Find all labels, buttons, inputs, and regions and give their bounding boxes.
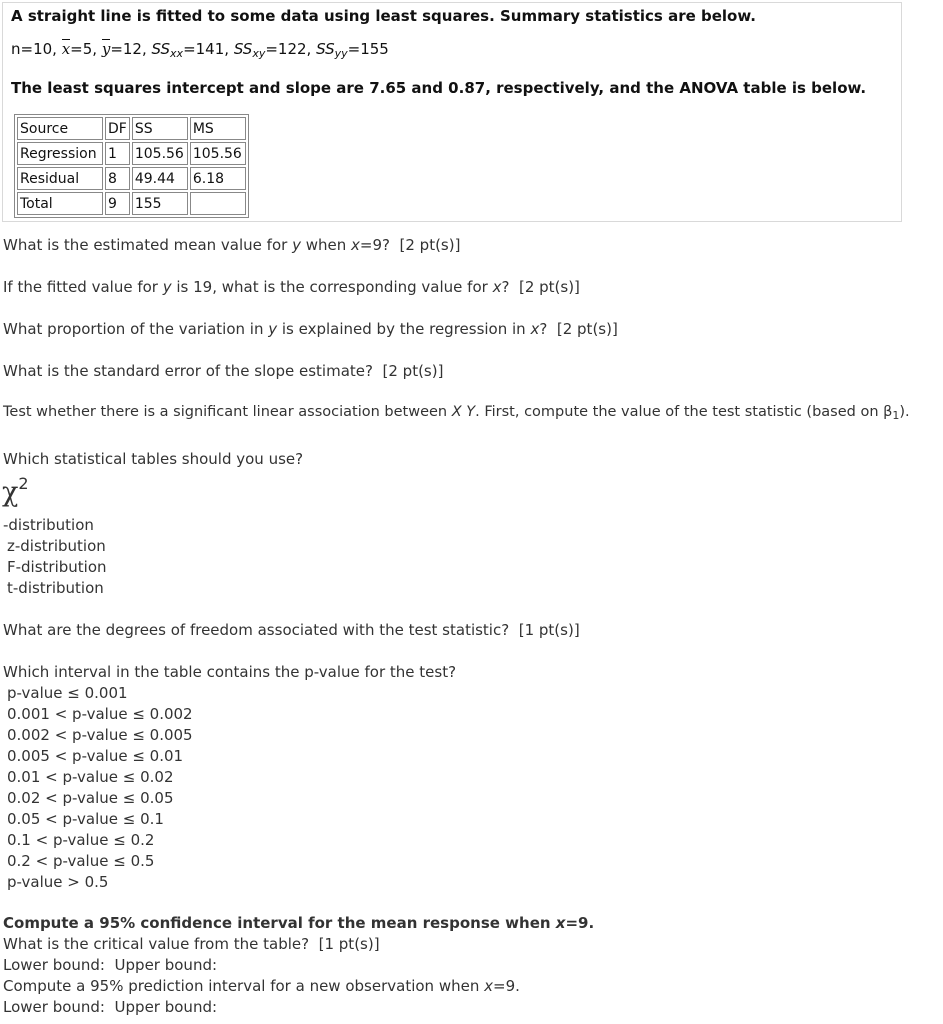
anova-table — [14, 114, 249, 218]
table-cell: 9 — [105, 192, 130, 215]
ybar-symbol: y — [101, 40, 111, 58]
xbar-value: =5, — [70, 40, 102, 58]
pvalue-option[interactable]: 0.2 < p-value ≤ 0.5 — [7, 852, 155, 870]
table-cell: 49.44 — [132, 167, 188, 190]
pvalue-option[interactable]: 0.002 < p-value ≤ 0.005 — [7, 726, 193, 744]
pvalue-option[interactable]: 0.1 < p-value ≤ 0.2 — [7, 831, 155, 849]
table-cell: 1 — [105, 142, 130, 165]
confidence-bounds-row — [3, 956, 217, 974]
question-degrees-freedom: What are the degrees of freedom associated with the test statistic? [1 pt(s)] — [3, 621, 580, 639]
table-cell: 8 — [105, 167, 130, 190]
option-chi-squared-label[interactable]: -distribution — [3, 516, 94, 534]
ssxy-label: SS — [233, 40, 253, 58]
option-z-distribution[interactable]: z-distribution — [7, 537, 106, 555]
table-row — [17, 167, 246, 190]
points-label: [1 pt(s)] — [518, 621, 580, 639]
points-label: [2 pt(s)] — [518, 278, 580, 296]
pvalue-option[interactable]: 0.01 < p-value ≤ 0.02 — [7, 768, 174, 786]
ssyy-value: =155 — [347, 40, 389, 58]
question-corresponding-x: If the fitted value for y is 19, what is the corresponding value for x? [2 pt(s)] — [3, 278, 580, 296]
prediction-bounds-row — [3, 998, 217, 1016]
points-label: [2 pt(s)] — [399, 236, 461, 254]
pvalue-option[interactable]: 0.001 < p-value ≤ 0.002 — [7, 705, 193, 723]
intercept-slope-text: The least squares intercept and slope are 7.65 and 0.87, respectively, and the ANOVA table is below. — [11, 79, 867, 97]
table-cell: 155 — [132, 192, 188, 215]
points-label: [2 pt(s)] — [556, 320, 618, 338]
table-cell: Total — [17, 192, 103, 215]
prediction-interval-heading: Compute a 95% prediction interval for a new observation when x=9. — [3, 977, 520, 995]
question-critical-value: What is the critical value from the table? [1 pt(s)] — [3, 935, 380, 953]
option-chi-squared[interactable] — [2, 474, 29, 508]
table-cell: 6.18 — [190, 167, 246, 190]
lower-bound-label: Lower bound: — [3, 956, 105, 974]
header-ms: MS — [190, 117, 246, 140]
pvalue-option[interactable]: 0.05 < p-value ≤ 0.1 — [7, 810, 164, 828]
table-row — [17, 142, 246, 165]
ssyy-label: SS — [316, 40, 335, 58]
ssxy-value: =122, — [265, 40, 317, 58]
pvalue-option[interactable]: 0.005 < p-value ≤ 0.01 — [7, 747, 184, 765]
header-df: DF — [105, 117, 130, 140]
question-mean-value: What is the estimated mean value for y when x=9? [2 pt(s)] — [3, 236, 461, 254]
upper-bound-label: Upper bound: — [114, 998, 218, 1016]
table-cell: Regression — [17, 142, 103, 165]
ssyy-sub: yy — [334, 47, 348, 60]
ssxx-label: SS — [151, 40, 171, 58]
question-statistical-tables: Which statistical tables should you use? — [3, 450, 304, 468]
question-p-value-interval: Which interval in the table contains the p-value for the test? — [3, 663, 457, 681]
pvalue-option[interactable]: 0.02 < p-value ≤ 0.05 — [7, 789, 174, 807]
header-source: Source — [17, 117, 103, 140]
upper-bound-label: Upper bound: — [114, 956, 218, 974]
ssxx-value: =141, — [183, 40, 234, 58]
ssxx-sub: xx — [170, 47, 184, 60]
summary-statistics — [11, 40, 389, 60]
table-cell — [190, 192, 246, 215]
question-proportion-variation: What proportion of the variation in y is explained by the regression in x? [2 pt(s)] — [3, 320, 618, 338]
pvalue-option[interactable]: p-value ≤ 0.001 — [7, 684, 128, 702]
lower-bound-label: Lower bound: — [3, 998, 105, 1016]
question-standard-error: What is the standard error of the slope estimate? [2 pt(s)] — [3, 362, 444, 380]
points-label: [1 pt(s)] — [318, 935, 380, 953]
question-test-statistic: Test whether there is a significant linear association between X Y. First, compute the value of the test statistic (based on $\beta_1$). — [3, 404, 910, 422]
ybar-value: =12, — [110, 40, 152, 58]
pvalue-option[interactable]: p-value > 0.5 — [7, 873, 109, 891]
ssxy-sub: xy — [252, 47, 266, 60]
problem-info-box — [2, 2, 902, 222]
intro-text: A straight line is fitted to some data using least squares. Summary statistics are below. — [11, 7, 756, 25]
table-cell: 105.56 — [132, 142, 188, 165]
chi-superscript: 2 — [18, 474, 29, 493]
table-row — [17, 192, 246, 215]
table-cell: 105.56 — [190, 142, 246, 165]
header-ss: SS — [132, 117, 188, 140]
chi-symbol: χ — [2, 477, 19, 508]
confidence-interval-heading: Compute a 95% confidence interval for the mean response when x=9. — [3, 914, 595, 932]
table-cell: Residual — [17, 167, 103, 190]
points-label: [2 pt(s)] — [382, 362, 444, 380]
option-f-distribution[interactable]: F-distribution — [7, 558, 107, 576]
table-header-row — [17, 117, 246, 140]
n-stat: n=10, — [11, 40, 62, 58]
xbar-symbol: x — [61, 40, 71, 58]
option-t-distribution[interactable]: t-distribution — [7, 579, 104, 597]
